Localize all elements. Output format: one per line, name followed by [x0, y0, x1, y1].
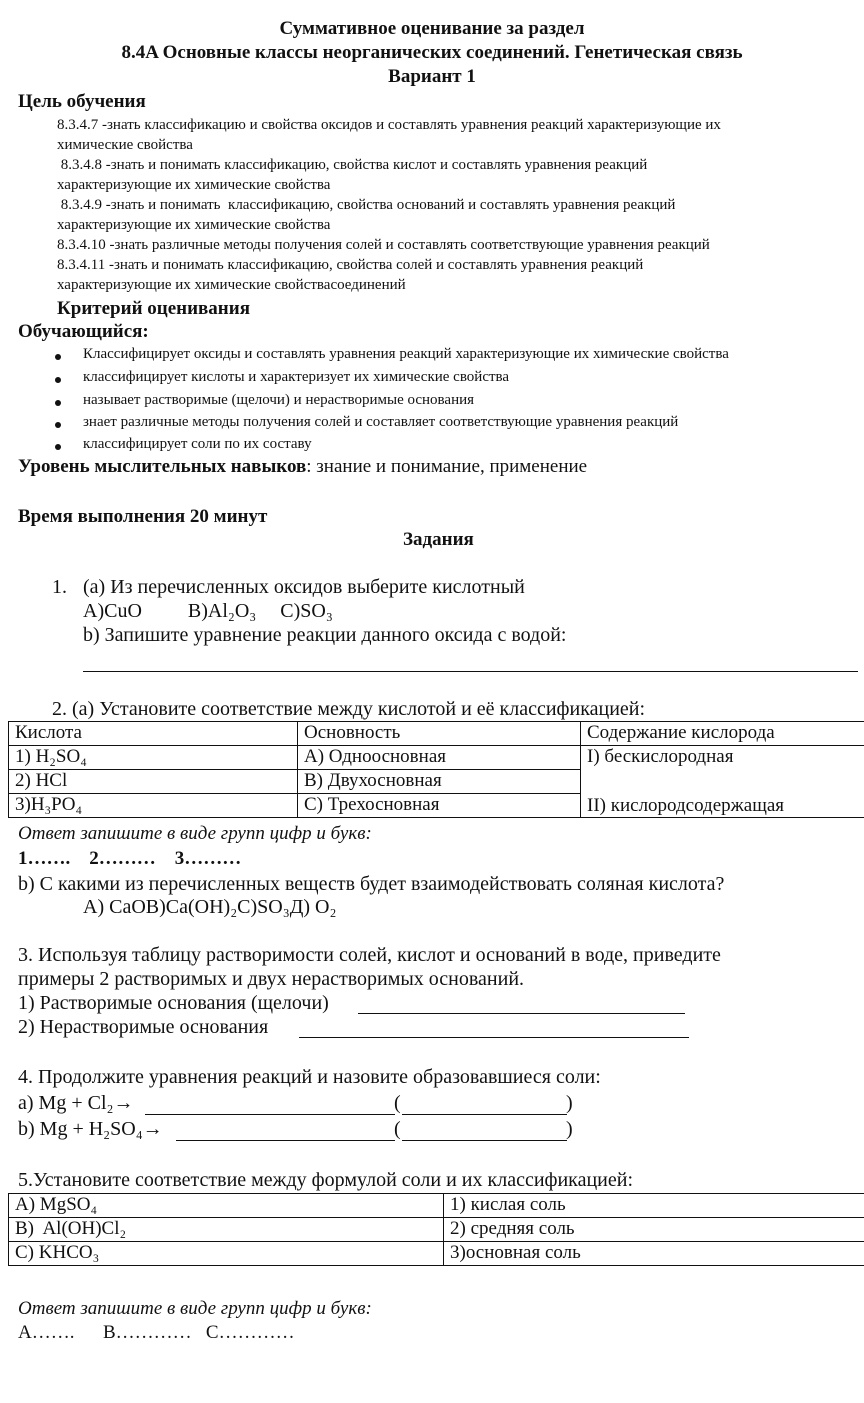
goal-item-5: 8.3.4.11 -знать и понимать классификацию, свойства солей и составлять уравнения реакций: [57, 257, 644, 273]
task4-heading: 4. Продолжите уравнения реакций и назовите образовавшиеся соли:: [18, 1066, 601, 1088]
basicity-cell: B) Двухосновная: [298, 770, 581, 794]
task4-b-paren-open: (: [394, 1118, 401, 1140]
task3-text-line2: примеры 2 растворимых и двух нерастворимых оснований.: [18, 968, 525, 990]
task1-b-text: b) Запишите уравнение реакции данного оксида с водой:: [83, 624, 567, 646]
oxygen-cell: [581, 746, 864, 818]
salt-formula-cell: C) KHCO₃: [9, 1242, 444, 1266]
table-row: [9, 1242, 864, 1266]
oxygen-option-2: II) кислородсодержащая: [587, 795, 785, 816]
acid-cell: 1) H₂SO₄: [9, 746, 298, 770]
task4-b-paren-close: ): [566, 1118, 573, 1140]
salt-formula-cell: A) MgSO₄: [9, 1194, 444, 1218]
task5-answer-slots[interactable]: A……. B………… C…………: [18, 1322, 295, 1343]
criteria-item-2: классифицирует кислоты и характеризует их химические свойства: [83, 369, 510, 385]
skills-label: Уровень мыслительных навыков: [18, 456, 307, 477]
soluble-bases-answer-line[interactable]: [358, 1013, 685, 1014]
task5-answer-hint: Ответ запишите в виде групп цифр и букв:: [18, 1298, 372, 1319]
bullet-icon: [55, 377, 61, 383]
goal-item-1-cont: химические свойства: [57, 137, 193, 153]
goal-item-3-cont: характеризующие их химические свойства: [57, 217, 331, 233]
table-row: [9, 1194, 864, 1218]
header-acid: Кислота: [9, 722, 298, 746]
task1-option-a: A)CuO: [83, 600, 142, 622]
task4-a-label: a) Mg + Cl₂→: [18, 1092, 134, 1114]
task4-b-equation-line[interactable]: [176, 1140, 395, 1141]
table-row: [9, 746, 864, 770]
learner-heading: Обучающийся:: [18, 321, 149, 342]
bullet-icon: [55, 400, 61, 406]
header-basicity: Основность: [298, 722, 581, 746]
task4-a-paren-close: ): [566, 1092, 573, 1114]
goals-heading: Цель обучения: [18, 91, 146, 112]
task2-b-text: b) С какими из перечисленных веществ будет взаимодействовать соляная кислота?: [18, 873, 725, 895]
task1-answer-line[interactable]: [83, 671, 858, 672]
criteria-item-1: Классифицирует оксиды и составлять уравнения реакций характеризующие их химические свойства: [83, 346, 729, 362]
basicity-cell: C) Трехосновная: [298, 794, 581, 818]
task2-a-text: 2. (a) Установите соответствие между кислотой и её классификацией:: [52, 698, 646, 720]
goal-item-2-cont: характеризующие их химические свойства: [57, 177, 331, 193]
task1-options: [83, 600, 333, 623]
task4-b-label: b) Mg + H₂SO₄→: [18, 1118, 163, 1140]
task3-q2-label: 2) Нерастворимые основания: [18, 1016, 269, 1038]
skills-level: [18, 456, 587, 478]
table-header-row: [9, 722, 864, 746]
bullet-icon: [55, 354, 61, 360]
task3-text-line1: 3. Используя таблицу растворимости солей, кислот и оснований в воде, приведите: [18, 944, 721, 966]
criteria-item-5: классифицирует соли по их составу: [83, 436, 312, 452]
table-row: [9, 1218, 864, 1242]
header-oxygen: Содержание кислорода: [581, 722, 864, 746]
salt-classification-table: [8, 1193, 864, 1266]
skills-value: : знание и понимание, применение: [306, 456, 588, 477]
task1-option-c: C)SO₃: [280, 600, 333, 622]
goal-item-3: 8.3.4.9 -знать и понимать классификацию, свойства оснований и составлять уравнения реакций: [57, 197, 676, 213]
salt-formula-cell: B) Al(OH)Cl₂: [9, 1218, 444, 1242]
task3-q1-label: 1) Растворимые основания (щелочи): [18, 992, 329, 1014]
task4-b-salt-name-line[interactable]: [402, 1140, 567, 1141]
insoluble-bases-answer-line[interactable]: [299, 1037, 689, 1038]
basicity-cell: A) Одноосновная: [298, 746, 581, 770]
doc-title-line1: Суммативное оценивание за раздел: [279, 18, 585, 39]
doc-title-line2: 8.4A Основные классы неорганических соединений. Генетическая связь: [121, 42, 743, 63]
bullet-icon: [55, 422, 61, 428]
goal-item-2: 8.3.4.8 -знать и понимать классификацию, свойства кислот и составлять уравнения реакций: [57, 157, 648, 173]
variant-label: Вариант 1: [388, 66, 476, 87]
salt-type-cell: 2) средняя соль: [444, 1218, 864, 1242]
task2-b-options: A) CaOB)Ca(OH)₂C)SO₃Д) O₂: [83, 896, 337, 918]
time-limit: Время выполнения 20 минут: [18, 506, 268, 527]
task4-a-salt-name-line[interactable]: [402, 1114, 567, 1115]
task2-answer-hint: Ответ запишите в виде групп цифр и букв:: [18, 823, 372, 844]
criteria-item-4: знает различные методы получения солей и составляет соответствующие уравнения реакций: [83, 414, 679, 430]
criteria-heading: Критерий оценивания: [57, 298, 250, 319]
tasks-heading: Задания: [403, 529, 474, 550]
task5-heading: 5.Установите соответствие между формулой соли и их классификацией:: [18, 1169, 634, 1191]
goal-item-1: 8.3.4.7 -знать классификацию и свойства оксидов и составлять уравнения реакций характеризующие их: [57, 117, 721, 133]
task1-a-text: (a) Из перечисленных оксидов выберите кислотный: [83, 576, 525, 598]
acid-cell: 3)H₃PO₄: [9, 794, 298, 818]
task1-option-b: B)Al₂O₃: [187, 600, 257, 622]
acid-cell: 2) HCl: [9, 770, 298, 794]
salt-type-cell: 1) кислая соль: [444, 1194, 864, 1218]
goal-item-4: 8.3.4.10 -знать различные методы получения солей и составлять соответствующие уравнения реакций: [57, 237, 710, 253]
task4-a-paren-open: (: [394, 1092, 401, 1114]
task1-number: 1.: [52, 576, 67, 598]
salt-type-cell: 3)основная соль: [444, 1242, 864, 1266]
bullet-icon: [55, 444, 61, 450]
goal-item-5-cont: характеризующие их химические свойствасоединений: [57, 277, 406, 293]
criteria-item-3: называет растворимые (щелочи) и нерастворимые основания: [83, 392, 475, 408]
acid-classification-table: [8, 721, 864, 818]
task2-answer-slots[interactable]: 1……. 2……… 3………: [18, 848, 242, 869]
oxygen-option-1: I) бескислородная: [587, 746, 734, 767]
task4-a-equation-line[interactable]: [145, 1114, 395, 1115]
